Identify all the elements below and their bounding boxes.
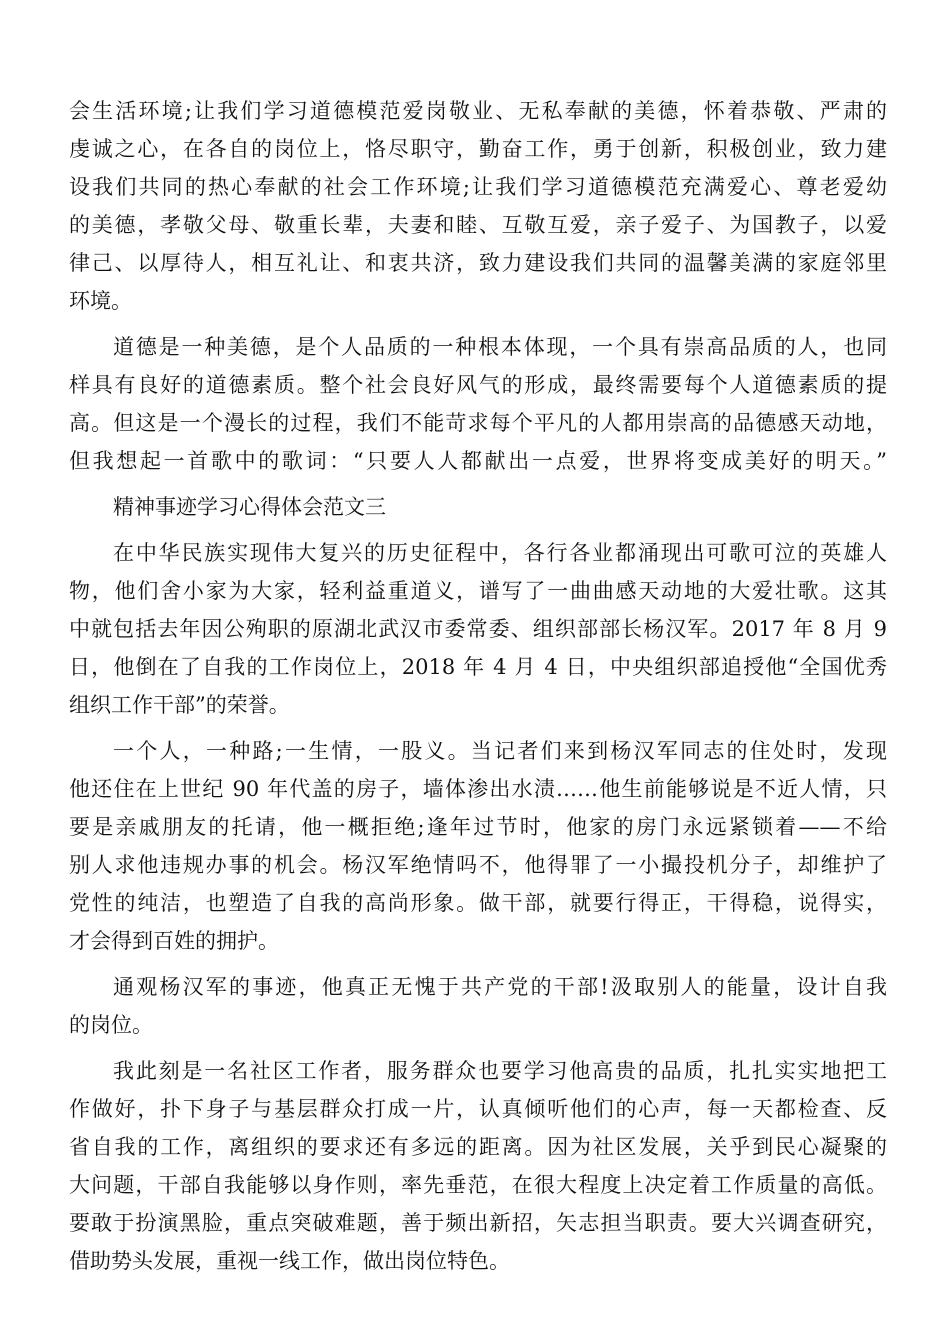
text-line: 作做好，扑下身子与基层群众打成一片，认真倾听他们的心声，每一天都检查、反 <box>69 1097 887 1121</box>
paragraph <box>69 968 887 1044</box>
text-line: 精神事迹学习心得体会范文三 <box>113 495 386 519</box>
text-line: 组织工作干部”的荣誉。 <box>69 693 290 717</box>
paragraph-gap <box>69 526 887 534</box>
text-line: 党性的纯洁，也塑造了自我的高尚形象。做干部，就要行得正，干得稳，说得实， <box>69 891 887 915</box>
text-line: 才会得到百姓的拥护。 <box>69 929 279 953</box>
paragraph-gap <box>69 320 887 328</box>
paragraph <box>69 92 887 320</box>
text-line: 日，他倒在了自我的工作岗位上，2018 年 4 月 4 日，中央组织部追授他“全国优秀 <box>69 655 887 679</box>
text-line: 省自我的工作，离组织的要求还有多远的距离。因为社区发展，关乎到民心凝聚的 <box>69 1135 887 1159</box>
text-line: 别人求他违规办事的机会。杨汉军绝情吗不，他得罪了一小撮投机分子，却维护了 <box>69 853 887 877</box>
paragraph <box>69 1052 887 1280</box>
text-line: 借助势头发展，重视一线工作，做出岗位特色。 <box>69 1249 510 1273</box>
text-line: 样具有良好的道德素质。整个社会良好风气的形成，最终需要每个人道德素质的提 <box>69 373 887 397</box>
document-body <box>69 92 887 1280</box>
text-line: 一个人，一种路;一生情，一股义。当记者们来到杨汉军同志的住处时，发现 <box>113 739 887 763</box>
text-line: 设我们共同的热心奉献的社会工作环境;让我们学习道德模范充满爱心、尊老爱幼 <box>69 175 887 199</box>
paragraph-gap <box>69 724 887 732</box>
text-line: 他还住在上世纪 90 年代盖的房子，墙体渗出水渍……他生前能够说是不近人情，只 <box>69 777 887 801</box>
text-line: 的岗位。 <box>69 1013 153 1037</box>
text-line: 环境。 <box>69 289 132 313</box>
paragraph-gap <box>69 1044 887 1052</box>
text-line: 在中华民族实现伟大复兴的历史征程中，各行各业都涌现出可歌可泣的英雄人 <box>113 541 887 565</box>
text-line: 大问题，干部自我能够以身作则，率先垂范，在很大程度上决定着工作质量的高低。 <box>69 1173 887 1197</box>
paragraph-gap <box>69 480 887 488</box>
text-line: 通观杨汉军的事迹，他真正无愧于共产党的干部!汲取别人的能量，设计自我 <box>113 975 887 999</box>
paragraph <box>69 328 887 480</box>
text-line: 道德是一种美德，是个人品质的一种根本体现，一个具有崇高品质的人，也同 <box>113 335 887 359</box>
text-line: 中就包括去年因公殉职的原湖北武汉市委常委、组织部部长杨汉军。2017 年 8 月 9 <box>69 617 887 641</box>
text-line: 会生活环境;让我们学习道德模范爱岗敬业、无私奉献的美德，怀着恭敬、严肃的 <box>69 99 887 123</box>
text-line: 的美德，孝敬父母、敬重长辈，夫妻和睦、互敬互爱，亲子爱子、为国教子，以爱 <box>69 213 887 237</box>
text-line: 但我想起一首歌中的歌词：“只要人人都献出一点爱，世界将变成美好的明天。” <box>69 449 887 473</box>
paragraph-gap <box>69 960 887 968</box>
text-line: 虔诚之心，在各自的岗位上，恪尽职守，勤奋工作，勇于创新，积极创业，致力建 <box>69 137 887 161</box>
text-line: 要是亲戚朋友的托请，他一概拒绝;逢年过节时，他家的房门永远紧锁着——不给 <box>69 815 887 839</box>
text-line: 物，他们舍小家为大家，轻利益重道义，谱写了一曲曲感天动地的大爱壮歌。这其 <box>69 579 887 603</box>
text-line: 律己、以厚待人，相互礼让、和衷共济，致力建设我们共同的温馨美满的家庭邻里 <box>69 251 887 275</box>
paragraph <box>69 732 887 960</box>
text-line: 我此刻是一名社区工作者，服务群众也要学习他高贵的品质，扎扎实实地把工 <box>113 1059 887 1083</box>
text-line: 要敢于扮演黑脸，重点突破难题，善于频出新招，矢志担当职责。要大兴调查研究， <box>69 1211 887 1235</box>
section-heading <box>69 488 887 526</box>
text-line: 高。但这是一个漫长的过程，我们不能苛求每个平凡的人都用崇高的品德感天动地， <box>69 411 887 435</box>
paragraph <box>69 534 887 724</box>
